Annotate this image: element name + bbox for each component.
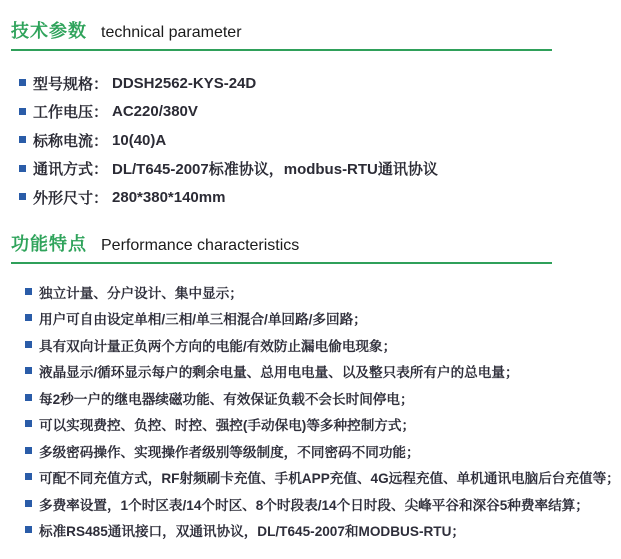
spec-item bbox=[19, 126, 621, 155]
spec-label: 工作电压： bbox=[33, 104, 109, 122]
tech-parameter-header bbox=[11, 0, 621, 43]
feature-item bbox=[25, 332, 621, 359]
bullet-square-icon bbox=[25, 447, 32, 454]
feature-text: 用户可自由设定单相/三相/单三相混合/单回路/多回路； bbox=[39, 312, 367, 328]
spec-item bbox=[19, 183, 621, 212]
spec-value: 280*380*140mm bbox=[112, 188, 226, 206]
spec-item bbox=[19, 98, 621, 127]
feature-text: 可以实现费控、负控、时控、强控(手动保电)等多种控制方式； bbox=[39, 418, 416, 434]
feature-text: 可配不同充值方式，RF射频刷卡充值、手机APP充值、4G远程充值、单机通讯电脑后台充值等； bbox=[39, 471, 620, 487]
spec-label: 型号规格： bbox=[33, 75, 109, 93]
bullet-square-icon bbox=[19, 79, 26, 86]
bullet-square-icon bbox=[19, 165, 26, 172]
section-title-en: technical parameter bbox=[101, 24, 242, 41]
performance-header bbox=[11, 212, 621, 256]
feature-item bbox=[25, 279, 621, 306]
feature-item bbox=[25, 438, 621, 465]
bullet-square-icon bbox=[25, 394, 32, 401]
feature-text: 每2秒一户的继电器续磁功能、有效保证负载不会长时间停电； bbox=[39, 391, 414, 407]
bullet-square-icon bbox=[25, 288, 32, 295]
feature-item bbox=[25, 464, 621, 491]
section-divider bbox=[11, 49, 552, 51]
spec-label: 通讯方式： bbox=[33, 161, 109, 179]
feature-text: 独立计量、分户设计、集中显示； bbox=[39, 285, 243, 301]
section-title-en: Performance characteristics bbox=[101, 236, 300, 254]
bullet-square-icon bbox=[25, 314, 32, 321]
spec-value: 10(40)A bbox=[112, 131, 167, 149]
feature-item bbox=[25, 491, 621, 518]
spec-label: 标称电流： bbox=[33, 132, 109, 150]
feature-list bbox=[25, 279, 621, 544]
spec-item bbox=[19, 155, 621, 184]
feature-item bbox=[25, 385, 621, 412]
spec-value: AC220/380V bbox=[112, 103, 198, 121]
feature-text: 多费率设置，1个时区表/14个时区、8个时段表/14个日时段、尖峰平谷和深谷5种费率结算； bbox=[39, 497, 589, 513]
feature-item bbox=[25, 358, 621, 385]
feature-text: 标准RS485通讯接口，双通讯协议，DL/T645-2007和MODBUS-RTU； bbox=[39, 524, 465, 540]
feature-text: 具有双向计量正负两个方向的电能/有效防止漏电偷电现象； bbox=[39, 338, 397, 354]
bullet-square-icon bbox=[25, 420, 32, 427]
spec-value: DDSH2562-KYS-24D bbox=[112, 74, 257, 92]
spec-label: 外形尺寸： bbox=[33, 189, 109, 207]
feature-text: 液晶显示/循环显示每户的剩余电量、总用电电量、以及整只表所有户的总电量； bbox=[39, 365, 519, 381]
spec-value: DL/T645-2007标准协议，modbus-RTU通讯协议 bbox=[112, 161, 438, 179]
bullet-square-icon bbox=[19, 136, 26, 143]
bullet-square-icon bbox=[19, 108, 26, 115]
feature-item bbox=[25, 517, 621, 544]
spec-list bbox=[19, 69, 621, 212]
feature-item bbox=[25, 411, 621, 438]
feature-text: 多级密码操作、实现操作者级别等级制度，不同密码不同功能； bbox=[39, 444, 420, 460]
bullet-square-icon bbox=[25, 500, 32, 507]
bullet-square-icon bbox=[25, 526, 32, 533]
feature-item bbox=[25, 305, 621, 332]
bullet-square-icon bbox=[25, 367, 32, 374]
section-title-zh: 功能特点 bbox=[11, 233, 87, 254]
section-title-zh: 技术参数 bbox=[11, 21, 87, 41]
bullet-square-icon bbox=[19, 193, 26, 200]
bullet-square-icon bbox=[25, 341, 32, 348]
bullet-square-icon bbox=[25, 473, 32, 480]
spec-item bbox=[19, 69, 621, 98]
section-divider bbox=[11, 262, 552, 264]
